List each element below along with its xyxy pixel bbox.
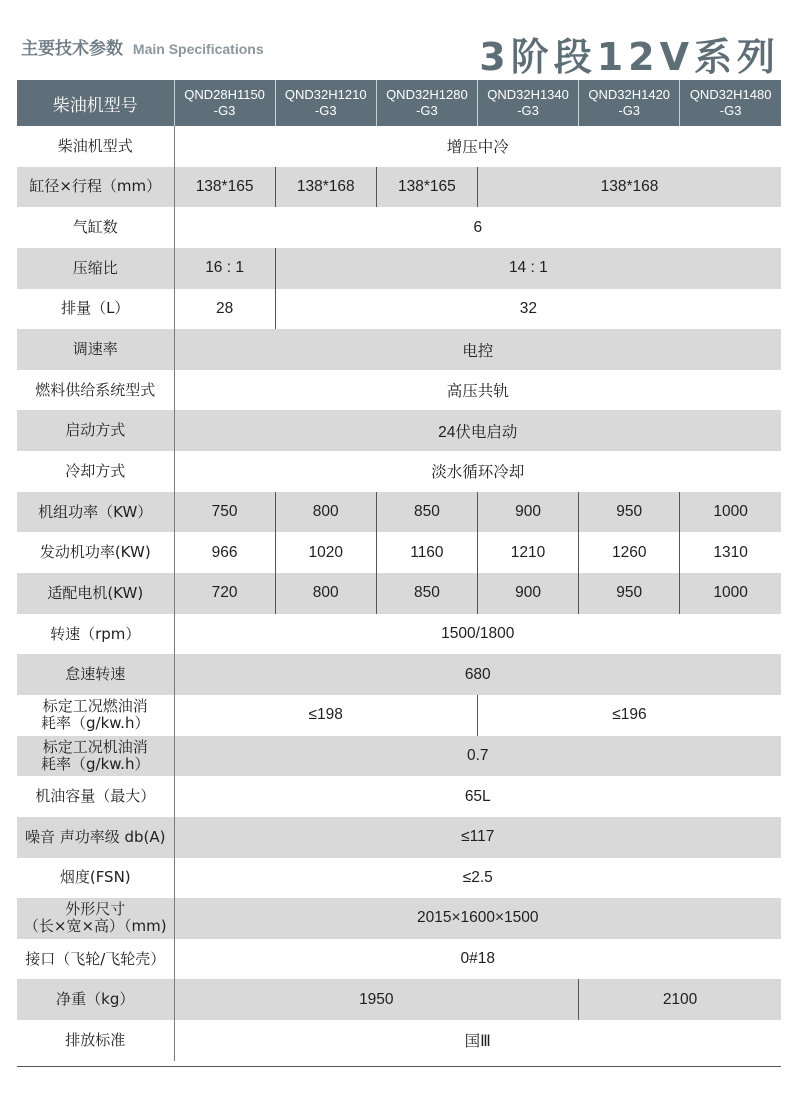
table-row — [17, 329, 781, 370]
value-cell: 2100 — [579, 979, 781, 1020]
row-label: 标定工况燃油消 耗率（g/kw.h） — [17, 695, 174, 736]
value-cell: 0.7 — [174, 736, 781, 777]
table-row — [17, 492, 781, 533]
value-cell: 950 — [579, 492, 680, 533]
value-cell: 0#18 — [460, 950, 495, 968]
row-label: 启动方式 — [17, 410, 174, 451]
specifications-table — [17, 80, 781, 1061]
value-cell: 淡水循环冷却 — [431, 464, 525, 482]
table-row — [17, 817, 781, 858]
table-row — [17, 207, 781, 248]
value-cell: 2015×1600×1500 — [174, 898, 781, 939]
value-cell: 6 — [473, 218, 483, 236]
section-title — [21, 34, 264, 59]
table-row — [17, 695, 781, 736]
model-header-cell: QND32H1210 -G3 — [275, 80, 376, 126]
value-cell: 1000 — [680, 492, 781, 533]
row-label: 排放标准 — [17, 1020, 174, 1061]
table-row — [17, 939, 781, 980]
value-cell: 138*168 — [477, 167, 781, 208]
value-cell: ≤2.5 — [462, 868, 493, 886]
value-cell: ≤117 — [174, 817, 781, 858]
value-cell: 14 : 1 — [275, 248, 781, 289]
value-cell: 950 — [579, 573, 680, 614]
row-label: 怠速转速 — [17, 654, 174, 695]
value-cell: 增压中冷 — [446, 139, 509, 157]
table-row — [17, 370, 781, 411]
value-cell: 32 — [275, 289, 781, 330]
table-row — [17, 573, 781, 614]
series-title: 3阶段12V系列 — [479, 35, 780, 79]
value-cell: 1160 — [376, 532, 477, 573]
value-cell: 16 : 1 — [174, 248, 275, 289]
row-label: 外形尺寸 （长×宽×高）（mm) — [17, 898, 174, 939]
table-row — [17, 167, 781, 208]
table-row — [17, 736, 781, 777]
table-body — [17, 126, 781, 1061]
row-label: 冷却方式 — [17, 451, 174, 492]
row-label: 柴油机型式 — [17, 126, 174, 167]
table-row — [17, 776, 781, 817]
value-cell: 138*168 — [275, 167, 376, 208]
table-bottom-rule — [17, 1066, 781, 1067]
value-cell: ≤198 — [308, 706, 343, 724]
section-title-en: Main Specifications — [132, 41, 264, 57]
table-row — [17, 654, 781, 695]
value-cell: 1000 — [680, 573, 781, 614]
row-label: 机油容量（最大） — [17, 776, 174, 817]
table-row — [17, 248, 781, 289]
value-cell: 900 — [477, 492, 578, 533]
value-cell: 138*165 — [174, 167, 275, 208]
value-cell: 国Ⅲ — [464, 1033, 491, 1051]
row-label: 接口（飞轮/飞轮壳） — [17, 939, 174, 980]
table-row — [17, 289, 781, 330]
row-label: 噪音 声功率级 db(A) — [17, 817, 174, 858]
page-header — [0, 0, 800, 78]
table-row — [17, 614, 781, 655]
value-cell: 1210 — [477, 532, 578, 573]
value-cell: 966 — [211, 543, 238, 561]
row-label: 标定工况机油消 耗率（g/kw.h） — [17, 736, 174, 777]
value-cell: 800 — [275, 573, 376, 614]
value-cell: 680 — [174, 654, 781, 695]
table-row — [17, 410, 781, 451]
value-cell: 138*165 — [376, 167, 477, 208]
row-label: 调速率 — [17, 329, 174, 370]
row-label: 发动机功率(KW) — [17, 532, 174, 573]
row-label: 机组功率（KW） — [17, 492, 174, 533]
row-label: 排量（L） — [17, 289, 174, 330]
row-label: 燃料供给系统型式 — [17, 370, 174, 411]
row-label: 净重（kg） — [17, 979, 174, 1020]
value-cell: 1310 — [680, 532, 781, 573]
table-row — [17, 1020, 781, 1061]
row-label: 缸径×行程（mm） — [17, 167, 174, 208]
value-cell: 750 — [174, 492, 275, 533]
table-row — [17, 858, 781, 899]
row-label: 适配电机(KW) — [17, 573, 174, 614]
model-header-cell: QND32H1280 -G3 — [376, 80, 477, 126]
row-label: 压缩比 — [17, 248, 174, 289]
section-title-cn: 主要技术参数 — [21, 39, 123, 59]
value-cell: 720 — [174, 573, 275, 614]
row-label: 转速（rpm） — [17, 614, 174, 655]
value-cell: 电控 — [174, 329, 781, 370]
table-row — [17, 451, 781, 492]
header-label-cell: 柴油机型号 — [17, 80, 174, 126]
value-cell: 1260 — [579, 532, 680, 573]
value-cell: ≤196 — [477, 695, 781, 736]
value-cell: 1950 — [174, 979, 579, 1020]
value-cell: 1500/1800 — [441, 625, 515, 642]
value-cell: 65L — [464, 787, 491, 805]
value-cell: 800 — [275, 492, 376, 533]
model-header-cell: QND28H1150 -G3 — [174, 80, 275, 126]
value-cell: 850 — [376, 492, 477, 533]
table-row — [17, 898, 781, 939]
row-label: 气缸数 — [17, 207, 174, 248]
table-row — [17, 126, 781, 167]
table-row — [17, 532, 781, 573]
value-cell: 24伏电启动 — [174, 410, 781, 451]
model-header-cell: QND32H1420 -G3 — [579, 80, 680, 126]
model-header-cell: QND32H1340 -G3 — [477, 80, 578, 126]
model-header-cell: QND32H1480 -G3 — [680, 80, 781, 126]
value-cell: 900 — [477, 573, 578, 614]
row-label: 烟度(FSN) — [17, 858, 174, 899]
value-cell: 28 — [215, 299, 234, 317]
value-cell: 高压共轨 — [446, 383, 509, 401]
value-cell: 1020 — [275, 532, 376, 573]
table-header-row — [17, 80, 781, 126]
table-row — [17, 979, 781, 1020]
value-cell: 850 — [376, 573, 477, 614]
